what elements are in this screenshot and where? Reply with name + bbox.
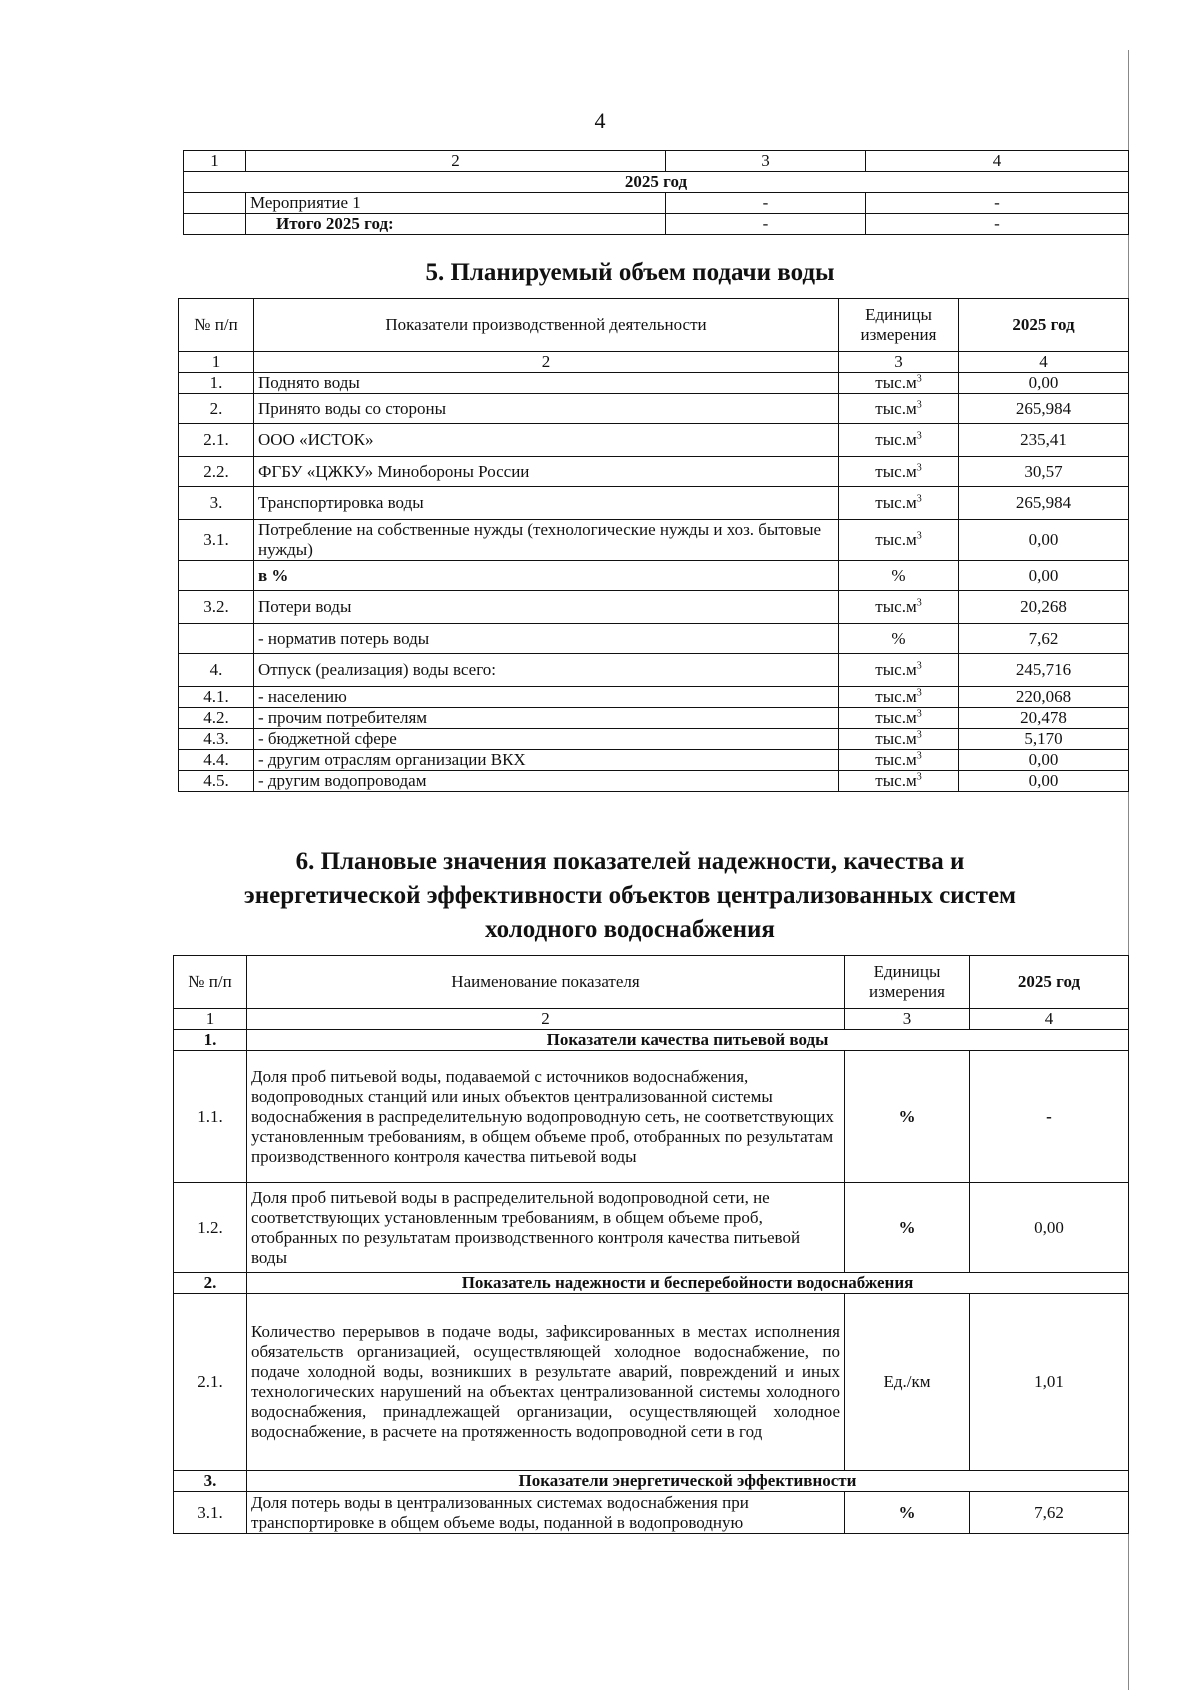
row-value: 0,00	[970, 1183, 1129, 1273]
table-row	[179, 591, 1129, 624]
header-year: 2025 год	[970, 956, 1129, 1009]
group-num: 1.	[174, 1030, 247, 1051]
row-name	[254, 591, 839, 624]
header-unit: Единицы измерения	[845, 956, 970, 1009]
col-number: 3	[845, 1009, 970, 1030]
row-unit-text: тыс.м	[875, 729, 917, 748]
row-unit: %	[845, 1051, 970, 1183]
row-unit	[839, 750, 959, 771]
table-header	[174, 956, 1129, 1009]
row-value	[959, 750, 1129, 771]
row-num	[179, 520, 254, 561]
unit-superscript: 3	[916, 461, 922, 473]
row-value-text: 245,716	[1015, 660, 1072, 679]
group-num: 3.	[174, 1471, 247, 1492]
row-name-text: Принято воды со стороны	[258, 398, 447, 418]
header-unit: Единицы измерения	[839, 299, 959, 352]
row-num	[179, 654, 254, 687]
table-row	[179, 750, 1129, 771]
row-unit-text: тыс.м	[875, 373, 917, 392]
row-value: 7,62	[970, 1492, 1129, 1534]
row-unit	[839, 654, 959, 687]
row-num-text: 2.	[209, 398, 223, 418]
row-unit-text: %	[891, 565, 906, 585]
group-row	[174, 1471, 1129, 1492]
row-unit	[839, 708, 959, 729]
row-value-text: 0,00	[1028, 530, 1059, 549]
table-row	[184, 172, 1129, 193]
table-row	[174, 1183, 1129, 1273]
measures-table	[183, 150, 1129, 235]
row-num	[179, 487, 254, 520]
unit-superscript: 3	[916, 729, 922, 741]
row-num	[179, 771, 254, 792]
row-value-text: 5,170	[1024, 729, 1063, 748]
row-num	[179, 708, 254, 729]
table-row	[179, 424, 1129, 457]
row-value	[959, 687, 1129, 708]
row-num	[179, 591, 254, 624]
row-value	[959, 457, 1129, 487]
row-num: 1.2.	[174, 1183, 247, 1273]
row-value-text: 220,068	[1015, 687, 1072, 706]
table-row	[179, 457, 1129, 487]
header-name: Наименование показателя	[247, 956, 845, 1009]
row-name-text: Поднято воды	[258, 373, 360, 392]
row-num	[179, 729, 254, 750]
header-num: № п/п	[174, 956, 247, 1009]
table-row	[179, 708, 1129, 729]
row-num-text: 4.3.	[203, 729, 229, 748]
col-number: 2	[254, 352, 839, 373]
row-unit: %	[845, 1492, 970, 1534]
unit-superscript: 3	[916, 660, 922, 672]
row-unit-text: тыс.м	[875, 461, 917, 481]
col-number: 1	[179, 352, 254, 373]
header-year: 2025 год	[959, 299, 1129, 352]
row-name	[254, 687, 839, 708]
col-number: 4	[959, 352, 1129, 373]
row-value-text: 7,62	[1028, 628, 1059, 648]
row-unit	[839, 424, 959, 457]
section6-title	[170, 845, 1090, 947]
row-num-text: 4.4.	[203, 750, 229, 769]
row-unit-text: тыс.м	[875, 660, 917, 679]
row-unit-text: тыс.м	[875, 398, 917, 418]
row-unit	[839, 520, 959, 561]
row-value	[959, 487, 1129, 520]
row-value	[959, 520, 1129, 561]
row-num: 3.1.	[174, 1492, 247, 1534]
unit-superscript: 3	[916, 398, 922, 410]
row-name	[254, 729, 839, 750]
table-row	[179, 729, 1129, 750]
row-value	[959, 561, 1129, 591]
table-row	[179, 487, 1129, 520]
indicators-table	[173, 955, 1129, 1534]
row-name-text: - бюджетной сфере	[258, 729, 397, 748]
col-number: 2	[246, 151, 666, 172]
row-num	[179, 687, 254, 708]
row-value	[959, 729, 1129, 750]
table-row	[179, 520, 1129, 561]
row-name	[254, 771, 839, 792]
table-row	[184, 151, 1129, 172]
row-name	[254, 624, 839, 654]
group-title: Показатель надежности и бесперебойности водоснабжения	[247, 1273, 1129, 1294]
row-num-text: 3.2.	[203, 597, 229, 616]
unit-superscript: 3	[916, 708, 922, 720]
year-row: 2025 год	[184, 172, 1129, 193]
table-row	[179, 771, 1129, 792]
row-unit	[839, 771, 959, 792]
row-num: 1.1.	[174, 1051, 247, 1183]
row-unit: Ед./км	[845, 1294, 970, 1471]
row-name	[254, 708, 839, 729]
row-name	[254, 394, 839, 424]
row-num	[179, 424, 254, 457]
row-value-text: 20,268	[1020, 597, 1067, 616]
table-row	[179, 373, 1129, 394]
row-name-text: в %	[258, 565, 289, 585]
cell-value: -	[866, 193, 1129, 214]
table-row	[179, 624, 1129, 654]
section6-title-line2: энергетической эффективности объектов централизованных систем	[243, 882, 1017, 909]
row-value	[959, 394, 1129, 424]
unit-superscript: 3	[916, 771, 922, 783]
group-title: Показатели энергетической эффективности	[247, 1471, 1129, 1492]
row-unit	[839, 729, 959, 750]
row-name	[254, 373, 839, 394]
unit-superscript: 3	[916, 430, 922, 442]
table-row	[184, 193, 1129, 214]
row-unit-text: тыс.м	[875, 750, 917, 769]
unit-superscript: 3	[916, 530, 922, 542]
row-value-text: 0,00	[1028, 771, 1059, 790]
table-row	[179, 687, 1129, 708]
row-unit: %	[845, 1183, 970, 1273]
section6-title-line3: холодного водоснабжения	[485, 916, 775, 943]
col-number: 3	[839, 352, 959, 373]
row-name	[254, 561, 839, 591]
row-num	[179, 624, 254, 654]
row-unit-text: тыс.м	[875, 597, 917, 616]
unit-superscript: 3	[916, 597, 922, 609]
row-unit	[839, 624, 959, 654]
cell-value: -	[866, 214, 1129, 235]
unit-superscript: 3	[916, 750, 922, 762]
row-num-text: 1.	[209, 373, 223, 392]
table-row	[174, 1009, 1129, 1030]
page-number: 4	[594, 108, 606, 133]
row-num	[179, 394, 254, 424]
row-value	[959, 654, 1129, 687]
row-value-text: 0,00	[1028, 373, 1059, 392]
row-num-text: 4.2.	[203, 708, 229, 727]
col-number: 4	[866, 151, 1129, 172]
row-value-text: 30,57	[1024, 461, 1063, 481]
row-name-text: - другим водопроводам	[258, 771, 427, 790]
row-value	[959, 771, 1129, 792]
col-number: 1	[184, 151, 246, 172]
col-number: 4	[970, 1009, 1129, 1030]
cell-value: -	[666, 193, 866, 214]
col-number: 2	[247, 1009, 845, 1030]
col-number: 1	[174, 1009, 247, 1030]
row-unit	[839, 457, 959, 487]
row-value-text: 20,478	[1020, 708, 1067, 727]
row-num-text: 4.	[209, 660, 223, 679]
row-name-text: Потребление на собственные нужды (технологические нужды и хоз. бытовые нужды)	[258, 520, 822, 559]
group-title: Показатели качества питьевой воды	[247, 1030, 1129, 1051]
row-unit-text: тыс.м	[875, 687, 917, 706]
row-name: Итого 2025 год:	[246, 214, 666, 235]
row-name	[254, 520, 839, 561]
row-value-text: 265,984	[1015, 493, 1072, 512]
row-name-text: ФГБУ «ЦЖКУ» Минобороны России	[258, 461, 530, 481]
row-name: Количество перерывов в подаче воды, зафиксированных в местах исполнения обязательств организацией, осуществляющей холодное водоснабжение, по подаче холодной воды, возникших в результате аварий, повреждений и иных технологических нарушений на объектах централизованной системы холодного водоснабжения, принадлежащей организации, осуществляющей холодное водоснабжение, в расчете на протяженность водопроводной сети в год	[247, 1294, 845, 1471]
row-num-text: 2.1.	[203, 430, 229, 449]
header-num: № п/п	[179, 299, 254, 352]
col-number: 3	[666, 151, 866, 172]
row-value: 1,01	[970, 1294, 1129, 1471]
section5-title: 5. Планируемый объем подачи воды	[425, 259, 835, 286]
row-name-text: - норматив потерь воды	[258, 628, 430, 648]
row-unit	[839, 394, 959, 424]
row-name-text: - прочим потребителям	[258, 708, 428, 727]
unit-superscript: 3	[916, 373, 922, 385]
table-header	[179, 299, 1129, 352]
row-num: 2.1.	[174, 1294, 247, 1471]
row-unit	[839, 561, 959, 591]
row-unit-text: тыс.м	[875, 493, 917, 512]
table-row	[179, 352, 1129, 373]
row-name	[254, 654, 839, 687]
table-row	[174, 1294, 1129, 1471]
row-unit	[839, 373, 959, 394]
row-value	[959, 624, 1129, 654]
row-num	[179, 561, 254, 591]
row-unit-text: тыс.м	[875, 430, 917, 449]
row-name	[254, 750, 839, 771]
row-name	[254, 457, 839, 487]
row-value: -	[970, 1051, 1129, 1183]
row-value-text: 0,00	[1028, 750, 1059, 769]
row-unit-text: %	[891, 628, 906, 648]
table-row	[179, 654, 1129, 687]
row-unit	[839, 591, 959, 624]
table-row	[174, 1492, 1129, 1534]
row-unit	[839, 487, 959, 520]
row-name-text: Отпуск (реализация) воды всего:	[258, 660, 496, 679]
row-name: Доля проб питьевой воды, подаваемой с источников водоснабжения, водопроводных станций или иных объектов централизованной системы водоснабжения в распределительную водопроводную сеть, не соответствующих установленным требованиям, в общем объеме проб, отобранных по результатам производственного контроля качества питьевой воды	[247, 1051, 845, 1183]
row-num	[179, 750, 254, 771]
table-row	[179, 394, 1129, 424]
row-num	[179, 373, 254, 394]
row-name-text: - другим отраслям организации ВКХ	[258, 750, 526, 769]
table-row	[184, 214, 1129, 235]
row-value-text: 235,41	[1020, 430, 1067, 449]
row-unit-text: тыс.м	[875, 708, 917, 727]
row-value	[959, 373, 1129, 394]
group-row	[174, 1273, 1129, 1294]
water-supply-table	[178, 298, 1129, 792]
unit-superscript: 3	[916, 493, 922, 505]
row-unit-text: тыс.м	[875, 771, 917, 790]
row-num-text: 4.5.	[203, 771, 229, 790]
group-num: 2.	[174, 1273, 247, 1294]
unit-superscript: 3	[916, 687, 922, 699]
row-name: Доля потерь воды в централизованных системах водоснабжения при транспортировке в общем объеме воды, поданной в водопроводную	[247, 1492, 845, 1534]
row-name	[254, 487, 839, 520]
row-name	[254, 424, 839, 457]
row-unit-text: тыс.м	[875, 530, 917, 549]
row-name-text: - населению	[258, 687, 347, 706]
row-name-text: ООО «ИСТОК»	[258, 430, 374, 449]
row-num-text: 4.1.	[203, 687, 229, 706]
row-value	[959, 591, 1129, 624]
group-row	[174, 1030, 1129, 1051]
row-name-text: Потери воды	[258, 597, 352, 616]
section6-title-line1: 6. Плановые значения показателей надежности, качества и	[295, 848, 965, 875]
cell-value: -	[666, 214, 866, 235]
header-name: Показатели производственной деятельности	[254, 299, 839, 352]
row-value	[959, 424, 1129, 457]
row-name: Доля проб питьевой воды в распределительной водопроводной сети, не соответствующих установленным требованиям, в общем объеме проб, отобранных по результатам производственного контроля качества питьевой воды	[247, 1183, 845, 1273]
row-num	[179, 457, 254, 487]
table-row	[179, 561, 1129, 591]
row-value-text: 0,00	[1028, 565, 1059, 585]
table-row	[174, 1051, 1129, 1183]
row-num-text: 2.2.	[203, 461, 229, 481]
row-num-text: 3.	[209, 493, 223, 512]
row-value	[959, 708, 1129, 729]
row-num-text: 3.1.	[203, 530, 229, 549]
row-name-text: Транспортировка воды	[258, 493, 424, 512]
row-unit	[839, 687, 959, 708]
row-value-text: 265,984	[1015, 398, 1072, 418]
row-name: Мероприятие 1	[246, 193, 666, 214]
